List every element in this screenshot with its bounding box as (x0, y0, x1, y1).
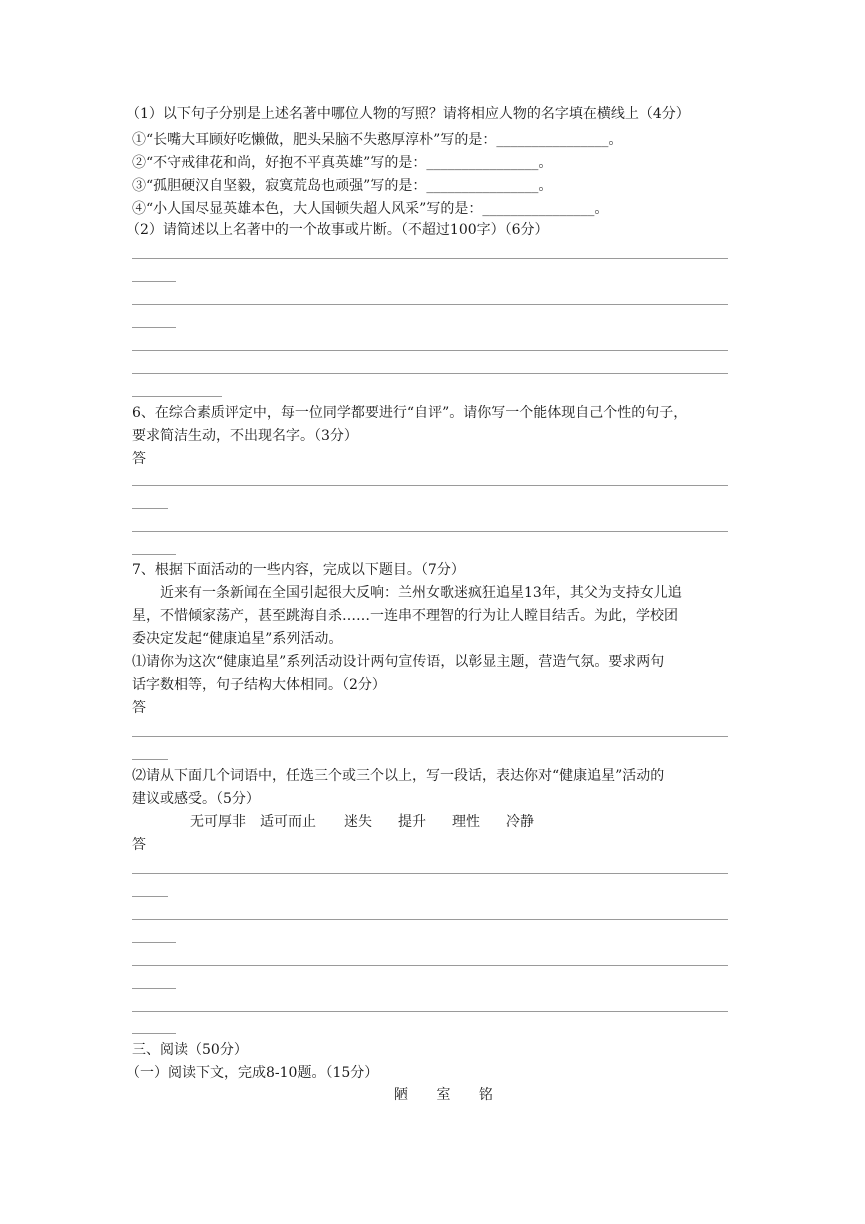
answer-line-short (132, 281, 176, 282)
answer-line-short (132, 327, 176, 328)
answer-line (132, 1011, 728, 1012)
word-option: 提升 (398, 814, 426, 830)
q7-heading: 7、根据下面活动的一些内容，完成以下题目。（7分） (132, 562, 465, 578)
answer-line-short (132, 1033, 176, 1034)
answer-line (132, 736, 728, 737)
answer-line (132, 873, 728, 874)
answer-line-short (132, 896, 168, 897)
q7-sub2-line1: ⑵请从下面几个词语中，任选三个或三个以上，写一段话，表达你对“健康追星”活动的 (132, 768, 665, 784)
word-option: 无可厚非 (190, 814, 246, 830)
answer-line (132, 373, 728, 374)
answer-line-short (132, 554, 176, 555)
answer-line (132, 531, 728, 532)
word-option: 迷失 (344, 814, 372, 830)
q5-item-3: ③“孤胆硬汉自坚毅，寂寞荒岛也顽强”写的是：________________。 (132, 178, 553, 194)
answer-line (132, 258, 728, 259)
answer-line (132, 919, 728, 920)
answer-line (132, 350, 728, 351)
answer-line (132, 485, 728, 486)
answer-line-short (132, 759, 168, 760)
section3-heading: 三、阅读（50分） (132, 1042, 248, 1058)
q7-sub1-answer-label: 答 (132, 700, 146, 716)
word-option: 理性 (452, 814, 480, 830)
q5-item-1: ①“长嘴大耳顾好吃懒做，肥头呆脑不失憨厚淳朴”写的是：________________。 (132, 132, 623, 148)
answer-line-short (132, 942, 176, 943)
q5-part1-prompt: （1）以下句子分别是上述名著中哪位人物的写照？请将相应人物的名字填在横线上（4分） (126, 106, 690, 122)
answer-line (132, 304, 728, 305)
answer-line (132, 965, 728, 966)
word-option: 适可而止 (260, 814, 316, 830)
q7-sub2-answer-label: 答 (132, 837, 146, 853)
q6-answer-label: 答 (132, 451, 146, 467)
q6-line1: 6、在综合素质评定中，每一位同学都要进行“自评”。请你写一个能体现自己个性的句子， (132, 405, 688, 421)
section3-sub-heading: （一）阅读下文，完成8-10题。（15分） (126, 1065, 379, 1081)
answer-line-short (132, 508, 168, 509)
answer-line-short (132, 988, 176, 989)
q7-passage-line1: 近来有一条新闻在全国引起很大反响：兰州女歌迷疯狂追星13年，其父为支持女儿追 (160, 585, 682, 601)
word-option: 冷静 (506, 814, 534, 830)
answer-line-short (132, 396, 222, 397)
q7-passage-line2: 星，不惜倾家荡产，甚至跳海自杀……一连串不理智的行为让人瞠目结舌。为此，学校团 (132, 608, 678, 624)
q7-sub1-line1: ⑴请你为这次“健康追星”系列活动设计两句宣传语，以彰显主题，营造气氛。要求两句 (132, 654, 665, 670)
q6-line2: 要求简洁生动，不出现名字。（3分） (132, 428, 358, 444)
q7-word-list (190, 812, 534, 832)
q7-sub1-line2: 话字数相等，句子结构大体相同。（2分） (132, 677, 386, 693)
q5-part2-prompt: （2）请简述以上名著中的一个故事或片断。（不超过100字）（6分） (126, 222, 549, 238)
q7-passage-line3: 委决定发起“健康追星”系列活动。 (132, 631, 343, 647)
q5-item-4: ④“小人国尽显英雄本色，大人国顿失超人风采”写的是：________________。 (132, 201, 609, 217)
passage-title: 陋 室 铭 (394, 1087, 505, 1103)
q5-item-2: ②“不守戒律花和尚，好抱不平真英雄”写的是：________________。 (132, 155, 553, 171)
q7-sub2-line2: 建议或感受。（5分） (132, 791, 260, 807)
